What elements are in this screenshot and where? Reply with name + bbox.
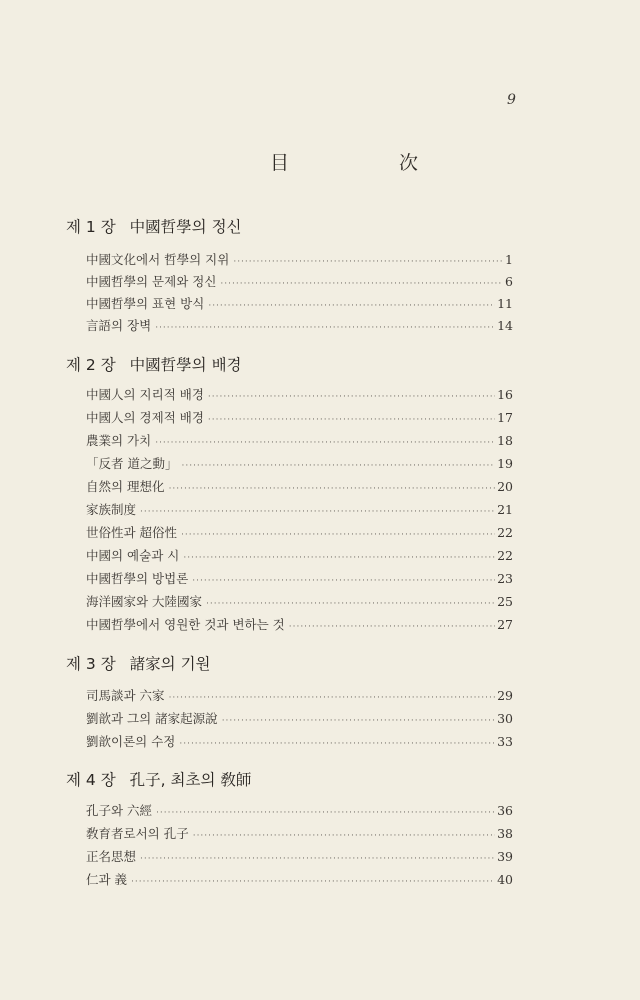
toc-entry[interactable]: [86, 824, 513, 842]
toc-entry[interactable]: [86, 801, 513, 819]
entry-label: 中國哲學의 방법론: [86, 571, 189, 586]
entry-label: 海洋國家와 大陸國家: [86, 594, 203, 609]
chapter-number: 제 4 장: [66, 771, 116, 789]
toc-entry[interactable]: [86, 316, 513, 334]
dot-leader: [155, 439, 495, 448]
dot-leader: [155, 324, 495, 333]
dot-leader: [220, 280, 503, 289]
dot-leader: [181, 462, 495, 471]
toc-entry[interactable]: [86, 250, 513, 268]
dot-leader: [222, 717, 495, 726]
chapter-heading: [66, 215, 242, 237]
toc-entry[interactable]: [86, 408, 513, 426]
chapter-heading: [66, 768, 251, 790]
entry-label: 中國文化에서 哲學의 지위: [86, 252, 230, 267]
entry-label: 劉歆이론의 수정: [86, 734, 176, 749]
toc-entry[interactable]: [86, 385, 513, 403]
dot-leader: [208, 416, 495, 425]
entry-label: 自然의 理想化: [86, 479, 165, 494]
entry-page: 30: [497, 711, 513, 726]
chapter-heading: [66, 652, 211, 674]
entry-page: 27: [497, 617, 513, 632]
dot-leader: [156, 809, 495, 818]
entry-page: 22: [497, 525, 513, 540]
chapter-number: 제 2 장: [66, 356, 116, 374]
entry-label: 劉歆과 그의 諸家起源說: [86, 711, 218, 726]
entry-label: 「反者 道之動」: [86, 456, 178, 471]
entry-label: 世俗性과 超俗性: [86, 525, 178, 540]
entry-page: 17: [497, 410, 513, 425]
toc-entry[interactable]: [86, 500, 513, 518]
entry-label: 中國哲學의 문제와 정신: [86, 274, 217, 289]
entry-page: 23: [497, 571, 513, 586]
entry-page: 20: [497, 479, 513, 494]
toc-entry[interactable]: [86, 686, 513, 704]
dot-leader: [289, 623, 495, 632]
entry-page: 21: [497, 502, 513, 517]
chapter-number: 제 3 장: [66, 655, 116, 673]
toc-entry[interactable]: [86, 431, 513, 449]
entry-label: 敎育者로서의 孔子: [86, 826, 189, 841]
page-number: 9: [507, 92, 516, 108]
toc-entry[interactable]: [86, 454, 513, 472]
entry-label: 言語의 장벽: [86, 318, 152, 333]
entry-page: 19: [497, 456, 513, 471]
entry-label: 中國哲學에서 영원한 것과 변하는 것: [86, 617, 285, 632]
toc-entry[interactable]: [86, 592, 513, 610]
entry-page: 1: [505, 252, 513, 267]
dot-leader: [140, 508, 495, 517]
toc-entry[interactable]: [86, 732, 513, 750]
dot-leader: [208, 302, 495, 311]
entry-label: 正名思想: [86, 849, 137, 864]
dot-leader: [206, 600, 495, 609]
page-title: 目 次: [269, 152, 471, 174]
entry-page: 25: [497, 594, 513, 609]
entry-page: 29: [497, 688, 513, 703]
entry-page: 11: [497, 296, 513, 311]
entry-page: 38: [497, 826, 513, 841]
toc-entry[interactable]: [86, 709, 513, 727]
toc-entry[interactable]: [86, 847, 513, 865]
entry-label: 中國의 예술과 시: [86, 548, 180, 563]
entry-page: 6: [505, 274, 513, 289]
entry-label: 中國哲學의 표현 방식: [86, 296, 205, 311]
toc-entry[interactable]: [86, 477, 513, 495]
entry-page: 16: [497, 387, 513, 402]
entry-label: 中國人의 지리적 배경: [86, 387, 204, 402]
entry-page: 33: [497, 734, 513, 749]
toc-entry[interactable]: [86, 870, 513, 888]
entry-page: 40: [497, 872, 513, 887]
chapter-number: 제 1 장: [66, 218, 116, 236]
entry-label: 中國人의 경제적 배경: [86, 410, 204, 425]
entry-page: 36: [497, 803, 513, 818]
dot-leader: [179, 740, 495, 749]
entry-label: 仁과 義: [86, 872, 128, 887]
entry-page: 14: [497, 318, 513, 333]
toc-entry[interactable]: [86, 523, 513, 541]
toc-entry[interactable]: [86, 272, 513, 290]
entry-page: 22: [497, 548, 513, 563]
dot-leader: [208, 393, 495, 402]
dot-leader: [193, 832, 495, 841]
dot-leader: [183, 554, 495, 563]
toc-entry[interactable]: [86, 569, 513, 587]
entry-label: 農業의 가치: [86, 433, 152, 448]
entry-label: 司馬談과 六家: [86, 688, 165, 703]
dot-leader: [131, 878, 495, 887]
chapter-title: 中國哲學의 배경: [129, 356, 242, 374]
dot-leader: [181, 531, 495, 540]
toc-entry[interactable]: [86, 615, 513, 633]
toc-entry[interactable]: [86, 294, 513, 312]
entry-label: 孔子와 六經: [86, 803, 153, 818]
entry-page: 18: [497, 433, 513, 448]
dot-leader: [169, 485, 496, 494]
entry-label: 家族制度: [86, 502, 137, 517]
chapter-heading: [66, 353, 242, 375]
dot-leader: [233, 258, 503, 267]
entry-page: 39: [497, 849, 513, 864]
chapter-title: 孔子, 최초의 敎師: [129, 771, 252, 789]
dot-leader: [140, 855, 495, 864]
dot-leader: [169, 694, 496, 703]
dot-leader: [192, 577, 495, 586]
toc-entry[interactable]: [86, 546, 513, 564]
chapter-title: 諸家의 기원: [129, 655, 211, 673]
chapter-title: 中國哲學의 정신: [129, 218, 242, 236]
